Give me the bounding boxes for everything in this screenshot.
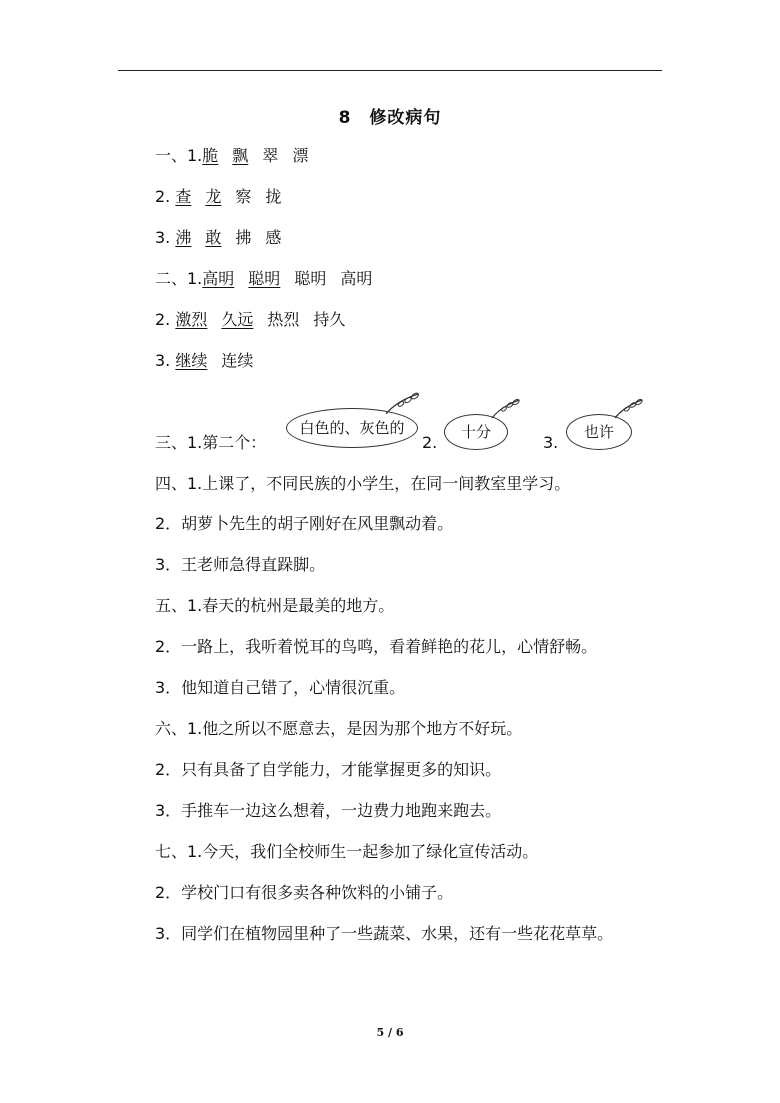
section1-item3 — [155, 227, 295, 249]
section3-prefix: 三、1.第二个： — [155, 433, 267, 452]
word: 翠 — [262, 146, 279, 165]
section2-item1 — [155, 268, 386, 290]
page-number: 5 / 6 — [376, 1026, 404, 1039]
word-underlined: 高明 — [202, 269, 235, 288]
sprout-mark-icon — [384, 390, 424, 416]
word-underlined: 久远 — [221, 310, 254, 329]
item-prefix: 3. — [155, 351, 171, 370]
title-number: 8 — [338, 108, 352, 128]
sprout-mark-icon — [490, 396, 524, 420]
sentence-line-10: 七、1.今天，我们全校师生一起参加了绿化宣传活动。 — [155, 842, 539, 861]
word: 热烈 — [267, 310, 300, 329]
word-underlined: 飘 — [232, 146, 249, 165]
item-prefix: 2. — [155, 187, 171, 206]
section2-item2 — [155, 309, 359, 331]
word: 拂 — [235, 228, 252, 247]
sentence-line-8: 2．只有具备了自学能力，才能掌握更多的知识。 — [155, 760, 502, 779]
sentence-line-1: 四、1.上课了，不同民族的小学生，在同一间教室里学习。 — [155, 474, 571, 493]
bubble-text: 白色的、灰色的 — [299, 419, 405, 437]
title-text: 修改病句 — [369, 108, 442, 128]
bubble-text: 十分 — [460, 423, 491, 441]
item-prefix: 一、1. — [155, 146, 203, 165]
sentence-line-4: 五、1.春天的杭州是最美的地方。 — [155, 596, 395, 615]
word: 漂 — [292, 146, 309, 165]
word: 感 — [265, 228, 282, 247]
sentence-line-6: 3．他知道自己错了，心情很沉重。 — [155, 678, 406, 697]
word-underlined: 查 — [175, 187, 192, 206]
section1-item2 — [155, 186, 295, 208]
sentence-line-11: 2．学校门口有很多卖各种饮料的小铺子。 — [155, 883, 454, 902]
word: 连续 — [221, 351, 254, 370]
sentence-line-9: 3．手推车一边这么想着，一边费力地跑来跑去。 — [155, 801, 502, 820]
word-underlined: 继续 — [175, 351, 208, 370]
section1-item1 — [155, 145, 322, 167]
item-prefix: 2. — [155, 310, 171, 329]
sprout-mark-icon — [613, 396, 647, 420]
sentence-line-7: 六、1.他之所以不愿意去，是因为那个地方不好玩。 — [155, 719, 523, 738]
word: 察 — [235, 187, 252, 206]
header-rule — [118, 70, 662, 71]
section3-label-3: 3. — [543, 433, 559, 452]
word-underlined: 龙 — [205, 187, 222, 206]
sentence-line-12: 3．同学们在植物园里种了一些蔬菜、水果，还有一些花花草草。 — [155, 924, 614, 943]
section2-item3 — [155, 350, 267, 372]
word: 聪明 — [294, 269, 327, 288]
bubble-text: 也许 — [583, 423, 614, 441]
sentence-line-5: 2．一路上，我听着悦耳的鸟鸣，看着鲜艳的花儿，心情舒畅。 — [155, 637, 598, 656]
word-underlined: 脆 — [202, 146, 219, 165]
word-underlined: 聪明 — [248, 269, 281, 288]
item-prefix: 3. — [155, 228, 171, 247]
page-title — [0, 103, 780, 128]
word-underlined: 激烈 — [175, 310, 208, 329]
section3-label-2: 2. — [422, 433, 438, 452]
item-prefix: 二、1. — [155, 269, 203, 288]
word: 高明 — [340, 269, 373, 288]
sentence-line-2: 2．胡萝卜先生的胡子刚好在风里飘动着。 — [155, 514, 454, 533]
word-underlined: 沸 — [175, 228, 192, 247]
word: 拢 — [265, 187, 282, 206]
word-underlined: 敢 — [205, 228, 222, 247]
word: 持久 — [313, 310, 346, 329]
sentence-line-3: 3．王老师急得直跺脚。 — [155, 555, 326, 574]
